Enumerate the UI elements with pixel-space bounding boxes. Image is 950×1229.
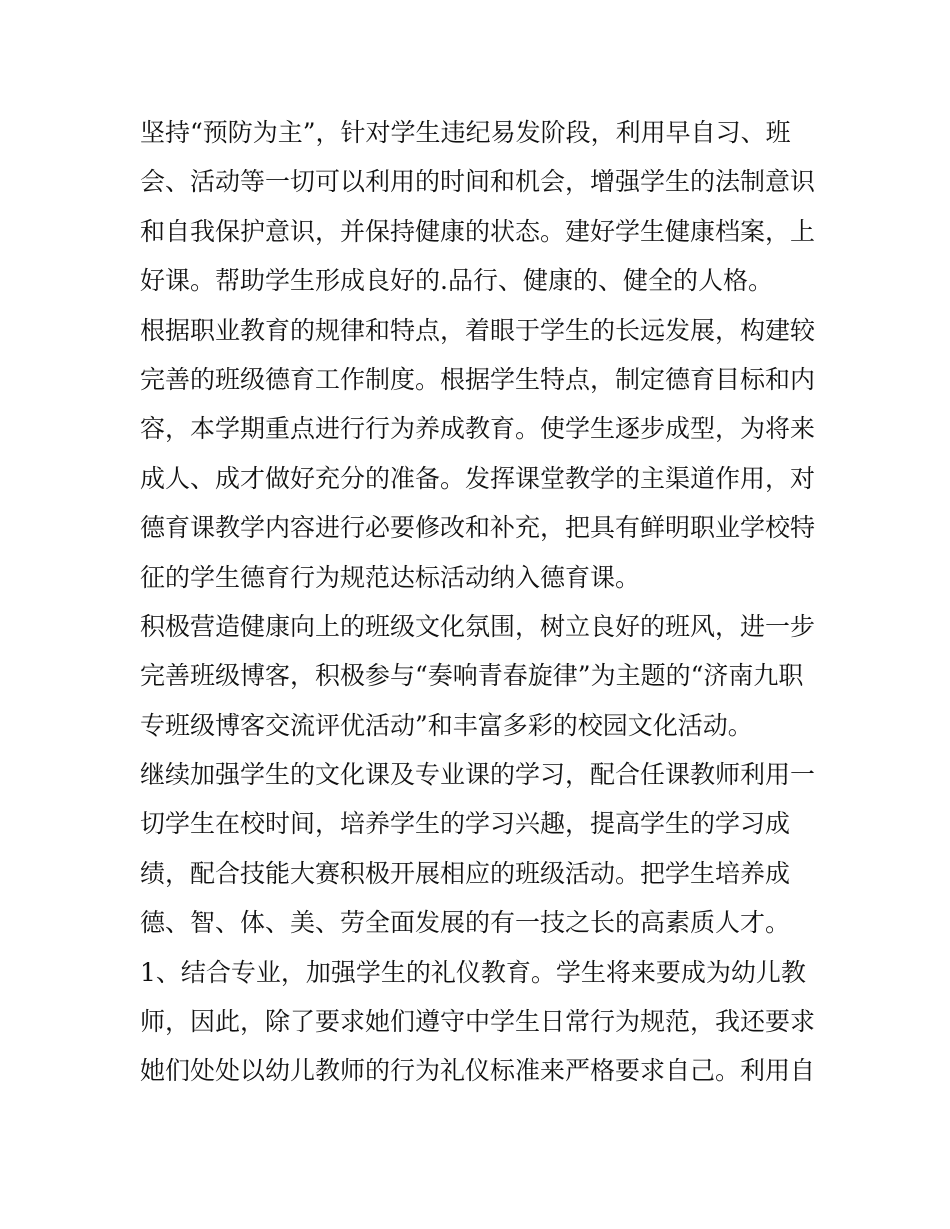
text-line-11: 积极营造健康向上的班级文化氛围，树立良好的班风，进一步 [140, 611, 816, 641]
text-line-7: 容，本学期重点进行行为养成教育。使学生逐步成型，为将来 [140, 414, 816, 444]
text-line-1: 坚持“预防为主”，针对学生违纪易发阶段，利用早自习、班 [140, 118, 791, 147]
text-line-19: 师，因此，除了要求她们遵守中学生日常行为规范，我还要求 [140, 1007, 816, 1037]
text-line-9: 德育课教学内容进行必要修改和补充，把具有鲜明职业学校特 [140, 513, 816, 543]
text-line-12: 完善班级博客，积极参与“奏响青春旋律”为主题的“济南九职 [140, 661, 804, 691]
text-line-6: 完善的班级德育工作制度。根据学生特点，制定德育目标和内 [140, 364, 816, 394]
text-line-20: 她们处处以幼儿教师的行为礼仪标准来严格要求自己。利用自 [140, 1056, 816, 1086]
text-line-13: 专班级博客交流评优活动”和丰富多彩的校园文化活动。 [140, 710, 753, 740]
text-line-17: 德、智、体、美、劳全面发展的有一技之长的高素质人才。 [140, 908, 791, 938]
text-line-3: 和自我保护意识，并保持健康的状态。建好学生健康档案，上 [140, 216, 816, 246]
text-line-10: 征的学生德育行为规范达标活动纳入德育课。 [140, 562, 641, 592]
text-line-16: 绩，配合技能大赛积极开展相应的班级活动。把学生培养成 [140, 858, 791, 888]
text-line-4: 好课。帮助学生形成良好的.品行、健康的、健全的人格。 [140, 266, 773, 296]
text-line-15: 切学生在校时间，培养学生的学习兴趣，提高学生的学习成 [140, 809, 791, 839]
text-line-18: 1、结合专业，加强学生的礼仪教育。学生将来要成为幼儿教 [140, 957, 806, 987]
text-line-2: 会、活动等一切可以利用的时间和机会，增强学生的法制意识 [140, 167, 816, 197]
text-line-8: 成人、成才做好充分的准备。发挥课堂教学的主渠道作用，对 [140, 463, 816, 493]
text-line-14: 继续加强学生的文化课及专业课的学习，配合任课教师利用一 [140, 760, 816, 790]
text-line-5: 根据职业教育的规律和特点，着眼于学生的长远发展，构建较 [140, 315, 816, 345]
document-body [140, 108, 820, 1096]
